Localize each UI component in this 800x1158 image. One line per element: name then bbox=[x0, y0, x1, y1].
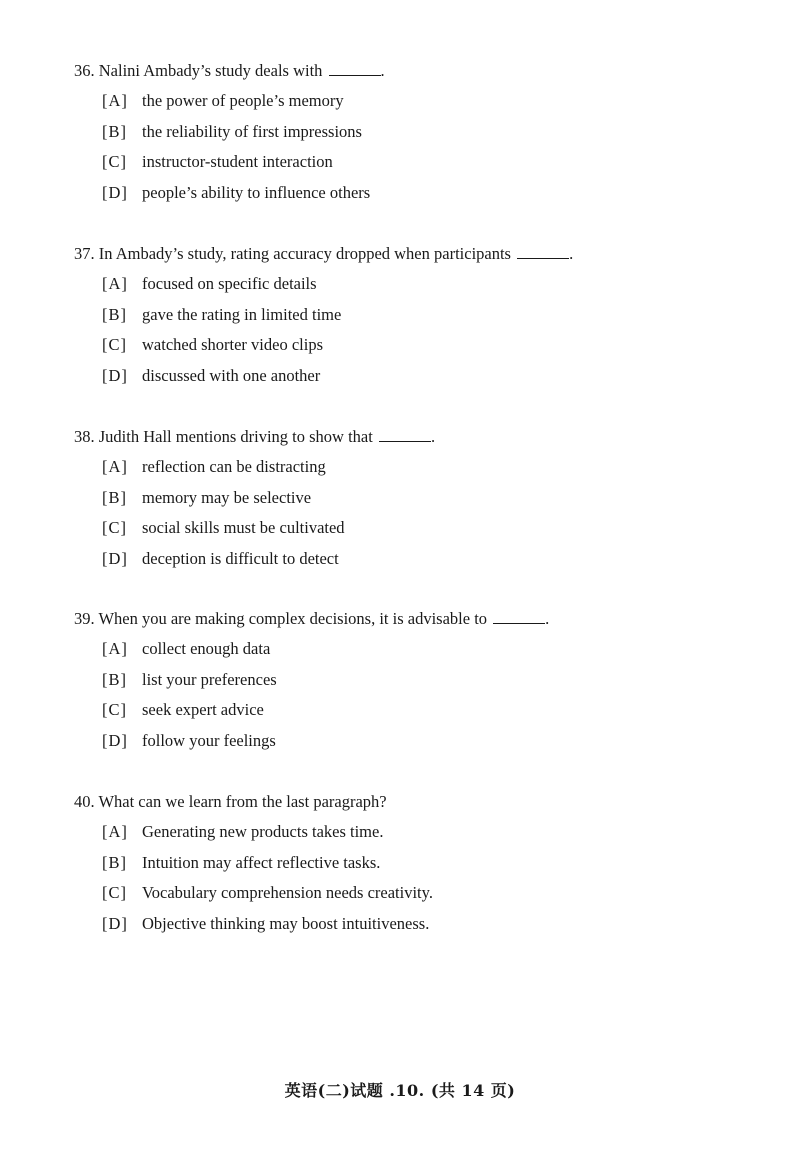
question-stem: 37. In Ambady’s study, rating accuracy dropped when participants . bbox=[74, 244, 574, 263]
option-list bbox=[74, 639, 754, 761]
answer-blank bbox=[329, 61, 381, 76]
answer-blank bbox=[517, 244, 569, 259]
option-d: [D] follow your feelings bbox=[102, 730, 276, 750]
question-36 bbox=[74, 61, 754, 213]
question-stem: 40. What can we learn from the last paragraph? bbox=[74, 792, 387, 811]
option-d: [D] people’s ability to influence others bbox=[102, 182, 371, 202]
answer-blank bbox=[493, 609, 545, 624]
option-a: [A] collect enough data bbox=[102, 639, 271, 658]
answer-blank bbox=[379, 427, 431, 442]
question-stem: 38. Judith Hall mentions driving to show that . bbox=[74, 427, 436, 446]
option-b: [B] gave the rating in limited time bbox=[102, 304, 342, 324]
option-b: [B] memory may be selective bbox=[102, 487, 312, 507]
page-footer: 英语(二)试题 .10. (共 14 页) bbox=[284, 1081, 516, 1100]
option-a: [A] reflection can be distracting bbox=[102, 457, 326, 476]
option-b: [B] Intuition may affect reflective tasks. bbox=[102, 852, 381, 872]
option-d: [D] Objective thinking may boost intuitiveness. bbox=[102, 913, 430, 933]
option-a: [A] the power of people’s memory bbox=[102, 91, 344, 110]
option-a: [A] Generating new products takes time. bbox=[102, 822, 384, 841]
question-40 bbox=[74, 792, 754, 944]
question-stem: 39. When you are making complex decisions, it is advisable to . bbox=[74, 609, 550, 628]
option-c: [C] watched shorter video clips bbox=[102, 335, 323, 354]
question-39 bbox=[74, 609, 754, 761]
option-c: [C] Vocabulary comprehension needs creativity. bbox=[102, 883, 433, 902]
option-a: [A] focused on specific details bbox=[102, 274, 317, 293]
option-list bbox=[74, 457, 754, 579]
option-d: [D] discussed with one another bbox=[102, 365, 321, 385]
option-list bbox=[74, 91, 754, 213]
option-d: [D] deception is difficult to detect bbox=[102, 548, 339, 568]
option-c: [C] social skills must be cultivated bbox=[102, 518, 345, 537]
option-list bbox=[74, 274, 754, 396]
question-37 bbox=[74, 244, 754, 396]
option-c: [C] instructor-student interaction bbox=[102, 152, 333, 171]
option-b: [B] list your preferences bbox=[102, 669, 277, 689]
option-list bbox=[74, 822, 754, 944]
option-c: [C] seek expert advice bbox=[102, 700, 264, 719]
option-b: [B] the reliability of first impressions bbox=[102, 121, 362, 141]
question-stem: 36. Nalini Ambady’s study deals with . bbox=[74, 61, 385, 80]
question-38 bbox=[74, 427, 754, 579]
